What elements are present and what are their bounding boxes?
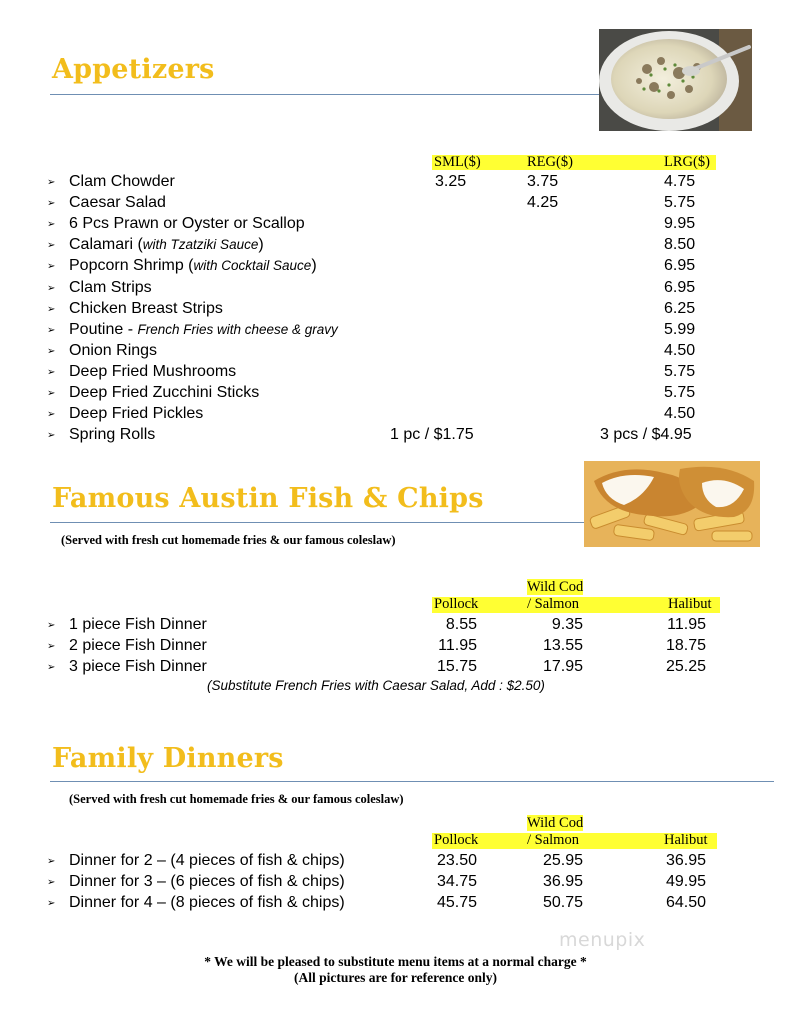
menupix-watermark: menupix (559, 929, 646, 951)
bullet-arrow-icon: ➢ (47, 240, 56, 252)
price-cod-salmon: 13.55 (542, 637, 583, 655)
menu-item (0, 361, 791, 382)
header-lrg: LRG($) (664, 154, 710, 170)
item-description: with Cocktail Sauce (193, 258, 312, 274)
family-subtitle: (Served with fresh cut homemade fries & our famous coleslaw) (69, 792, 404, 806)
fish-chips-divider (50, 522, 584, 523)
item-name: 1 piece Fish Dinner (69, 616, 207, 633)
bullet-arrow-icon: ➢ (47, 898, 56, 910)
menu-item (0, 871, 791, 892)
item-name: Clam Chowder (69, 173, 175, 190)
price-pollock: 15.75 (436, 658, 477, 676)
bullet-arrow-icon: ➢ (47, 303, 56, 315)
price-pollock: 23.50 (436, 852, 477, 869)
bullet-arrow-icon: ➢ (47, 261, 56, 273)
price-lrg: 5.75 (664, 384, 696, 401)
header-wild-cod-bottom: / Salmon (527, 832, 579, 848)
substitute-note: (Substitute French Fries with Caesar Salad, Add : $2.50) (207, 678, 545, 693)
menu-item (0, 635, 791, 656)
fish-chips-title: Famous Austin Fish & Chips (52, 483, 484, 514)
appetizers-title: Appetizers (52, 54, 215, 85)
header-sml: SML($) (434, 154, 481, 170)
price-lrg: 5.75 (664, 194, 696, 212)
item-name: Dinner for 4 – (8 pieces of fish & chips) (69, 894, 345, 912)
header-wild-cod-top: Wild Cod (527, 579, 584, 595)
price-pollock: 11.95 (438, 637, 477, 655)
bullet-arrow-icon: ➢ (47, 324, 56, 336)
price-cod-salmon: 36.95 (542, 873, 583, 891)
price-cod-salmon: 25.95 (542, 852, 583, 869)
menu-item (0, 277, 791, 298)
menu-item (0, 340, 791, 361)
item-name: Calamari (with Tzatziki Sauce) (69, 236, 264, 254)
price-lrg: 4.75 (664, 173, 696, 190)
price-sml: 3.25 (435, 173, 467, 190)
header-halibut: Halibut (668, 596, 712, 612)
header-wild-cod-bottom: / Salmon (527, 596, 579, 612)
bullet-arrow-icon: ➢ (47, 430, 56, 441)
menu-item (0, 319, 791, 340)
item-description: French Fries with cheese & gravy (137, 321, 338, 337)
header-reg: REG($) (527, 154, 573, 170)
bullet-arrow-icon: ➢ (47, 620, 56, 631)
item-name: Chicken Breast Strips (69, 299, 223, 317)
item-name: 2 piece Fish Dinner (69, 637, 207, 655)
menu-item (0, 213, 791, 234)
price-halibut: 11.95 (667, 616, 706, 633)
item-name: Dinner for 3 – (6 pieces of fish & chips) (69, 873, 345, 891)
footer-substitute-line: * We will be pleased to substitute menu items at a normal charge * (204, 954, 587, 969)
item-name: Poutine - French Fries with cheese & gravy (69, 320, 338, 338)
menu-item (0, 382, 791, 403)
header-wild-cod-top: Wild Cod (527, 815, 584, 831)
bullet-arrow-icon: ➢ (47, 345, 56, 357)
menu-item (0, 171, 791, 192)
price-pollock: 45.75 (436, 894, 477, 912)
price-lrg: 6.95 (664, 257, 696, 275)
menu-item (0, 892, 791, 913)
menu-item (0, 403, 791, 424)
price-halibut: 18.75 (665, 637, 706, 655)
bullet-arrow-icon: ➢ (47, 662, 56, 674)
item-name: Onion Rings (69, 341, 158, 359)
menu-item (0, 614, 791, 635)
family-dinners-title: Family Dinners (52, 743, 284, 774)
price-cod-salmon: 17.95 (542, 658, 583, 676)
item-name: Deep Fried Mushrooms (69, 362, 237, 380)
menu-item (0, 850, 791, 871)
price-pollock: 34.75 (436, 873, 477, 891)
price-lrg: 5.75 (664, 362, 696, 380)
bullet-arrow-icon: ➢ (47, 641, 56, 653)
item-name: Clam Strips (69, 278, 152, 296)
bullet-arrow-icon: ➢ (47, 282, 56, 294)
price-halibut: 36.95 (665, 852, 706, 869)
fish-and-chips-photo (584, 461, 760, 547)
item-name: 6 Pcs Prawn or Oyster or Scallop (69, 215, 305, 233)
bullet-arrow-icon: ➢ (47, 366, 56, 378)
price-cod-salmon: 50.75 (542, 894, 583, 912)
bullet-arrow-icon: ➢ (47, 409, 56, 421)
price-lrg: 9.95 (664, 215, 696, 233)
bullet-arrow-icon: ➢ (47, 177, 56, 188)
bullet-arrow-icon: ➢ (47, 856, 56, 867)
bullet-arrow-icon: ➢ (47, 388, 56, 399)
bullet-arrow-icon: ➢ (47, 877, 56, 889)
spring-rolls-single-price: 1 pc / $1.75 (390, 426, 474, 443)
item-name: 3 piece Fish Dinner (69, 658, 207, 676)
price-lrg: 4.50 (664, 341, 696, 359)
bullet-arrow-icon: ➢ (47, 219, 56, 231)
price-lrg: 6.95 (664, 278, 696, 296)
item-description: with Tzatziki Sauce (142, 237, 259, 253)
fish-chips-subtitle: (Served with fresh cut homemade fries & our famous coleslaw) (61, 533, 396, 547)
price-reg: 3.75 (527, 173, 559, 190)
appetizers-divider (50, 94, 602, 95)
bullet-arrow-icon: ➢ (47, 198, 56, 210)
price-halibut: 64.50 (665, 894, 706, 912)
menu-item (0, 656, 791, 677)
price-cod-salmon: 9.35 (551, 616, 583, 633)
price-lrg: 5.99 (664, 320, 696, 338)
item-name: Deep Fried Pickles (69, 405, 204, 423)
menu-item (0, 192, 791, 213)
menu-item (0, 298, 791, 319)
footer-pictures-line: (All pictures are for reference only) (293, 970, 498, 985)
menu-item (0, 234, 791, 255)
item-name: Popcorn Shrimp (with Cocktail Sauce) (69, 257, 317, 275)
item-name: Dinner for 2 – (4 pieces of fish & chips) (69, 852, 345, 869)
item-name: Deep Fried Zucchini Sticks (69, 384, 260, 401)
menu-item-spring-rolls (0, 424, 791, 445)
price-lrg: 4.50 (664, 405, 696, 423)
menu-item (0, 255, 791, 276)
family-dinners-divider (50, 781, 774, 782)
header-pollock: Pollock (434, 596, 479, 612)
clam-chowder-photo (599, 29, 752, 131)
header-halibut: Halibut (664, 832, 708, 848)
header-pollock: Pollock (434, 832, 479, 848)
spring-rolls-triple-price: 3 pcs / $4.95 (600, 426, 692, 443)
price-pollock: 8.55 (445, 616, 477, 633)
price-reg: 4.25 (527, 194, 559, 212)
price-halibut: 25.25 (665, 658, 706, 676)
item-name: Caesar Salad (69, 194, 166, 212)
price-halibut: 49.95 (665, 873, 706, 891)
price-lrg: 6.25 (664, 299, 696, 317)
price-lrg: 8.50 (664, 236, 696, 254)
item-name: Spring Rolls (69, 426, 156, 443)
